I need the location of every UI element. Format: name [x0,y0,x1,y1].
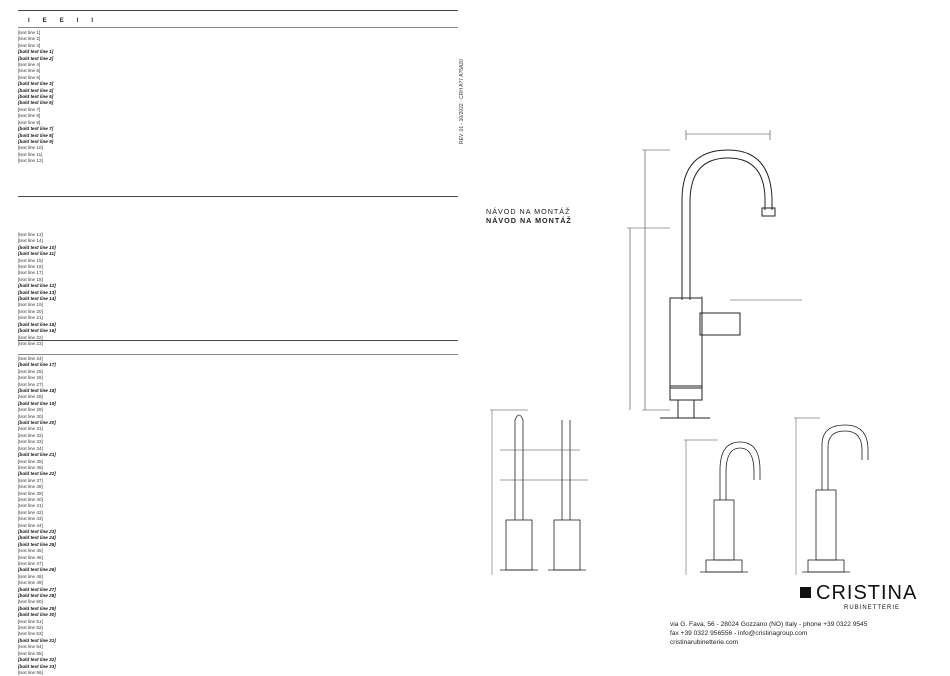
manual-title: NÁVOD NA MONTÁŽ NÁVOD NA MONTÁŽ [486,207,572,225]
logo-square-icon [800,587,811,598]
text-line: [text line 51] [18,618,43,624]
text-line: [text line 36] [18,464,43,470]
text-line: [text line 20] [18,308,43,314]
text-line: [bold text line 9] [18,138,54,144]
text-line: [bold text line 23] [18,528,56,534]
text-line: [bold text line 22] [18,471,56,477]
maintenance-text-block [18,30,458,165]
rule [18,196,458,197]
text-line: [bold text line 15] [18,321,56,327]
text-line: [text line 49] [18,580,43,586]
text-line: [text line 30] [18,413,43,419]
top-rule [18,10,458,11]
text-line: [text line 17] [18,270,43,276]
text-line: [bold text line 17] [18,362,56,368]
text-line: [text line 47] [18,561,43,566]
small-faucet-drawing [700,442,760,572]
instructions-column [18,10,458,675]
text-line: [bold text line 30] [18,612,56,618]
faucet-technical-drawing [470,0,950,580]
text-line: [text line 9] [18,119,41,125]
text-line: [text line 54] [18,644,43,650]
text-line: [text line 46] [18,554,43,560]
text-line: [text line 52] [18,625,43,631]
text-line: [text line 48] [18,573,43,579]
text-line: [bold text line 29] [18,605,56,611]
text-line: [bold text line 27] [18,586,56,592]
text-line: [bold text line 4] [18,87,54,93]
text-line: [text line 7] [18,106,41,112]
text-line: [text line 41] [18,503,43,509]
text-line: [text line 31] [18,426,43,432]
text-line: [text line 32] [18,432,43,438]
text-line: [bold text line 6] [18,100,54,106]
text-line: [text line 6] [18,74,41,80]
text-line: [text line 29] [18,407,43,413]
text-line: [text line 2] [18,36,41,42]
text-line: [text line 25] [18,368,43,374]
text-line: [text line 38] [18,484,43,490]
text-line: [text line 8] [18,113,41,119]
text-line: [text line 24] [18,356,43,361]
contact-info [670,620,867,647]
tall-faucet-side-drawing [802,425,868,572]
main-faucet-drawing [660,150,775,418]
text-line: [bold text line 8] [18,132,54,138]
text-line: [bold text line 10] [18,244,56,250]
side-view-dimensions [490,410,588,575]
text-line: [bold text line 1] [18,49,54,55]
text-line: [text line 40] [18,496,43,502]
text-line: [text line 50] [18,599,43,605]
right-dimensions [684,418,820,575]
text-line: [bold text line 18] [18,388,56,394]
text-line: [text line 15] [18,257,43,263]
text-line: [text line 13] [18,232,43,237]
text-line: [text line 12] [18,158,43,164]
text-line: [bold text line 33] [18,663,56,669]
text-line: [bold text line 19] [18,400,56,406]
text-line: [bold text line 14] [18,296,56,302]
text-line: [text line 19] [18,302,43,308]
text-line: [bold text line 5] [18,94,54,100]
rule [18,27,458,28]
text-line: [bold text line 2] [18,55,54,61]
text-line: [bold text line 16] [18,328,56,334]
text-line: [bold text line 28] [18,593,56,599]
text-line: [bold text line 21] [18,452,56,458]
text-line: [text line 10] [18,145,43,151]
text-line: [text line 16] [18,264,43,270]
text-line: [text line 45] [18,548,43,554]
text-line: [bold text line 3] [18,81,54,87]
text-line: [text line 56] [18,669,43,675]
website-line: cristinarubinetterie.com [670,639,739,646]
text-line: [text line 53] [18,631,43,637]
fax-email-line: fax +39 0322 956556 - info@cristinagroup.com [670,630,808,637]
text-line: [bold text line 13] [18,289,56,295]
text-line: [text line 27] [18,381,43,387]
text-line: [bold text line 7] [18,126,54,132]
address-line: via G. Fava, 56 - 28024 Gozzano (NO) Italy - phone +39 0322 9545 [670,621,868,628]
text-line: [text line 22] [18,334,43,340]
text-line: [text line 11] [18,151,43,157]
text-line: [text line 23] [18,340,43,346]
revision-code: REV. 01 - 10/2022 · CRH A?7 A?5A20 [459,59,465,144]
text-line: [text line 34] [18,445,43,451]
text-line: [text line 14] [18,238,43,244]
text-line: [text line 55] [18,650,43,656]
text-line: [bold text line 11] [18,251,56,257]
rule [18,340,458,341]
text-line: [bold text line 32] [18,657,56,663]
text-line: [bold text line 20] [18,420,56,426]
text-line: [text line 42] [18,509,43,515]
text-line: [bold text line 25] [18,541,56,547]
text-line: [text line 28] [18,394,43,400]
side-view-drawing [500,415,586,570]
text-line: [bold text line 26] [18,567,56,573]
text-line: [bold text line 12] [18,283,56,289]
rule [18,354,458,355]
text-line: [text line 39] [18,490,43,496]
language-codes: IEEII [28,18,107,24]
text-line: [text line 43] [18,516,43,522]
main-dimension-lines [627,130,802,410]
text-line: [text line 1] [18,30,41,35]
text-line: [text line 4] [18,62,41,68]
text-line: [text line 21] [18,315,43,321]
text-line: [text line 37] [18,477,43,483]
text-line: [bold text line 24] [18,535,56,541]
text-line: [text line 18] [18,276,43,282]
text-line: [text line 35] [18,458,43,464]
warranty-text-block [18,232,458,347]
text-line: [bold text line 31] [18,637,56,643]
specifications-text-block [18,356,458,676]
text-line: [text line 5] [18,68,41,74]
text-line: [text line 3] [18,42,41,48]
text-line: [text line 44] [18,522,43,528]
text-line: [text line 26] [18,375,43,381]
text-line: [text line 33] [18,439,43,445]
